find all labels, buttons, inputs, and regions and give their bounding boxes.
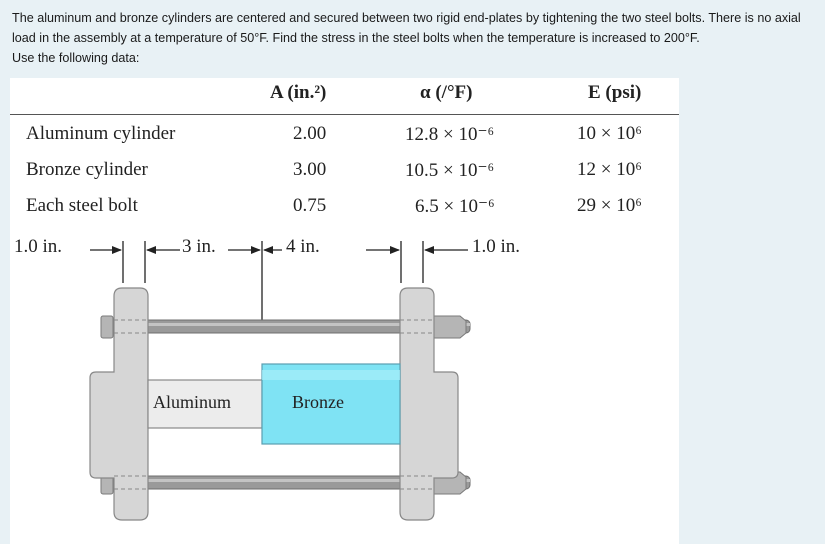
row-modulus: 12 × 10⁶ [577,159,642,180]
row-label: Each steel bolt [26,195,138,216]
header-alpha: α (/°F) [420,82,473,103]
row-area: 2.00 [293,123,327,144]
dim-bronze-length: 4 in. [286,236,320,257]
row-area: 3.00 [293,159,327,180]
dim-right-plate: 1.0 in. [472,236,521,257]
assembly-drawing [10,78,679,544]
instruction-text: Use the following data: [12,51,140,65]
row-label: Aluminum cylinder [26,123,176,144]
bronze-label: Bronze [292,392,344,412]
header-area: A (in.²) [270,82,327,103]
dim-left-plate: 1.0 in. [14,236,63,257]
aluminum-label: Aluminum [153,392,232,412]
row-modulus: 10 × 10⁶ [577,123,642,144]
left-end-plate [90,288,148,520]
row-alpha: 12.8 × 10⁻⁶ [405,124,495,145]
problem-statement [12,8,817,68]
row-alpha: 6.5 × 10⁻⁶ [415,196,495,217]
row-label: Bronze cylinder [26,159,148,180]
row-area: 0.75 [293,195,327,216]
dim-aluminum-length: 3 in. [182,236,216,257]
row-modulus: 29 × 10⁶ [577,195,642,216]
bolt-head-top [101,316,113,338]
nut-top [430,316,466,338]
header-modulus: E (psi) [588,82,642,103]
problem-figure [10,78,679,544]
row-alpha: 10.5 × 10⁻⁶ [405,160,495,181]
problem-text: The aluminum and bronze cylinders are centered and secured between two rigid end-plates by tightening the two steel bolts. There is no axial load in the assembly at a temperature of 50°F. Find the stress in the steel bolts when the temperature is increased to 200°F. [12,11,801,45]
